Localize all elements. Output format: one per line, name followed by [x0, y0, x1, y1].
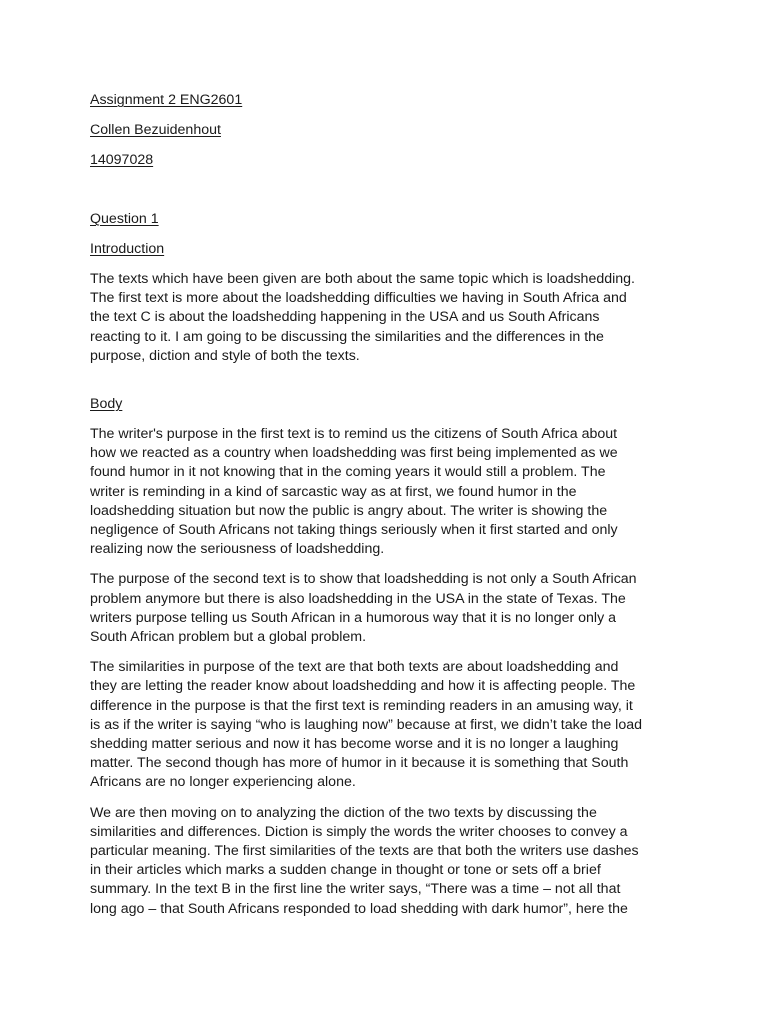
- student-number: 14097028: [90, 152, 154, 168]
- spacer: [90, 181, 678, 210]
- question-label: Question 1: [90, 211, 159, 227]
- document-body: [90, 91, 678, 930]
- body-paragraph-3: The similarities in purpose of the text are that both texts are about loadshedding and they are letting the reader know about loadshedding and how it is affecting people. The difference in the purpose is that the first text is reminding readers in an amusing way, it is as if the writer is saying “who is laughing now” because at first, we didn’t take the load shedding matter serious and now it has become worse and it is no longer a laughing matter. The second though has more of humor in it because it is something that South Africans are no longer experiencing alone.: [90, 659, 643, 791]
- body-paragraph-2: The purpose of the second text is to show that loadshedding is not only a South African problem anymore but there is also loadshedding in the USA in the state of Texas. The writers purpose telling us South African in a humorous way that it is no longer only a South African problem but a global problem.: [90, 571, 637, 646]
- assignment-title: Assignment 2 ENG2601: [90, 92, 243, 108]
- body-paragraph-1: The writer's purpose in the first text is to remind us the citizens of South Africa about how we reacted as a country when loadshedding was first being implemented as we found humor in it not knowing that in the coming years it would still a problem. The writer is reminding in a kind of sarcastic way as at first, we found humor in the loadshedding situation but now the public is angry about. The writer is showing the negligence of South Africans not taking things seriously when it first started and only realizing now the seriousness of loadshedding.: [90, 426, 618, 558]
- body-paragraph-4: We are then moving on to analyzing the diction of the two texts by discussing the similarities and differences. Diction is simply the words the writer chooses to convey a particular meaning. The first similarities of the texts are that both the writers use dashes in their articles which marks a sudden change in thought or tone or sets off a brief summary. In the text B in the first line the writer says, “There was a time – not all that long ago – that South Africans responded to load shedding with dark humor”, here the: [90, 804, 639, 917]
- body-heading: Body: [90, 396, 123, 413]
- student-name: Collen Bezuidenhout: [90, 122, 221, 138]
- introduction-paragraph: The texts which have been given are both about the same topic which is loadshedding. The first text is more about the loadshedding difficulties we having in South Africa and the text C is about the loadshedding happening in the USA and us South Africans reacting to it. I am going to be discussing the similarities and the differences in the purpose, diction and style of both the texts.: [90, 271, 635, 364]
- spacer: [90, 377, 678, 395]
- introduction-heading: Introduction: [90, 241, 165, 257]
